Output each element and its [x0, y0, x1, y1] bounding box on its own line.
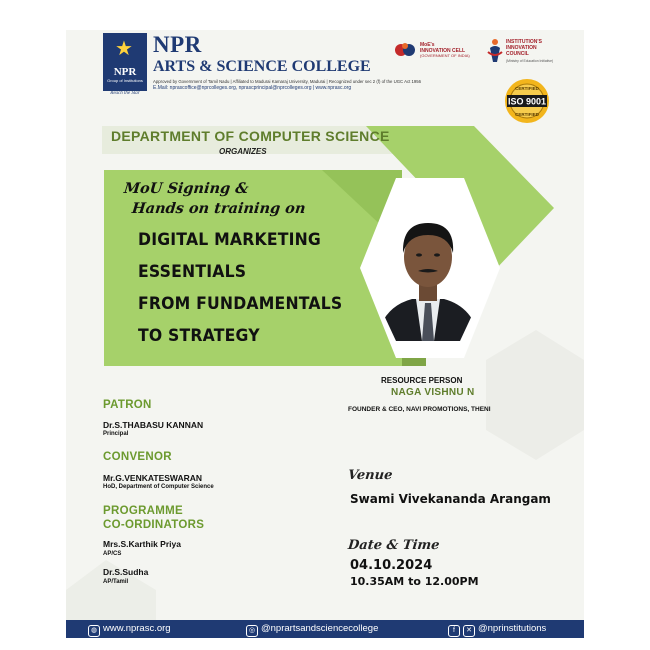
coordinators-label-line1: PROGRAMME	[103, 505, 184, 517]
iic-label	[506, 39, 566, 57]
brain-icon	[394, 40, 418, 60]
convenor-label: CONVENOR	[103, 451, 172, 463]
footer-social[interactable]	[448, 623, 546, 637]
footer-instagram-text: @nprartsandsciencecollege	[261, 623, 379, 634]
title-line4: TO STRATEGY	[138, 326, 260, 345]
iso-top-text: CERTIFIED	[515, 86, 539, 91]
department-name: DEPARTMENT OF COMPUTER SCIENCE	[111, 128, 390, 144]
patron-name: Dr.S.THABASU KANNAN	[103, 420, 204, 430]
iso-certified-badge	[504, 78, 550, 124]
star-icon: ★	[115, 38, 133, 60]
event-date: 04.10.2024	[350, 558, 433, 573]
college-logo	[103, 33, 147, 91]
footer-website-text: www.nprasc.org	[103, 623, 171, 634]
footer-website[interactable]	[88, 623, 171, 637]
coordinators-label-line2: CO-ORDINATORS	[103, 519, 205, 531]
college-approval: Approved by Government of Tamil Nadu | Affiliated to Madurai Kamaraj University, Madurai | Recognized under sec 2 (f) of the UGC Act 1956	[153, 79, 422, 84]
instagram-icon: ◎	[246, 625, 258, 637]
logo-text: NPR	[113, 66, 137, 78]
organizes-label: ORGANIZES	[219, 147, 267, 156]
footer-social-text: @nprinstitutions	[478, 623, 547, 634]
event-time: 10.35AM to 12.00PM	[350, 575, 479, 588]
title-script-line1: MoU Signing &	[123, 180, 250, 197]
resource-person-photo	[362, 195, 494, 341]
coordinator-name: Dr.S.Sudha	[103, 567, 149, 577]
footer-instagram[interactable]	[246, 623, 378, 637]
venue-value: Swami Vivekananda Arangam	[350, 492, 551, 506]
resource-person-label: RESOURCE PERSON	[381, 376, 463, 385]
iso-text: ISO 9001	[507, 96, 547, 107]
datetime-label: Date & Time	[347, 538, 441, 553]
convenor-title: HoD, Department of Computer Science	[103, 484, 214, 490]
event-poster	[66, 30, 584, 638]
venue-label: Venue	[347, 468, 394, 483]
iic-sub: (Ministry of Education Initiative)	[506, 59, 554, 63]
iic-line1: INSTITUTION'S	[506, 39, 542, 45]
college-tagline: Reach the Star	[110, 91, 140, 96]
innovation-cell-line2: INNOVATION CELL	[420, 48, 466, 54]
title-line2: ESSENTIALS	[138, 262, 247, 281]
iic-line2: INNOVATION	[506, 45, 537, 51]
patron-label: PATRON	[103, 399, 152, 411]
innovation-cell-sub: (GOVERNMENT OF INDIA)	[420, 53, 470, 58]
resource-person-role: FOUNDER & CEO, NAVI PROMOTIONS, THENI	[348, 406, 491, 413]
college-name-line2: ARTS & SCIENCE COLLEGE	[153, 58, 371, 75]
title-script-line2: Hands on training on	[131, 200, 307, 217]
title-line1: DIGITAL MARKETING	[138, 230, 321, 249]
footer-bar	[66, 620, 584, 638]
coordinator-title: AP/Tamil	[103, 579, 129, 585]
iic-line3: COUNCIL	[506, 51, 529, 57]
coordinator-title: AP/CS	[103, 551, 122, 557]
resource-person-name: NAGA VISHNU N	[391, 387, 475, 398]
title-line3: FROM FUNDAMENTALS	[138, 294, 343, 313]
iso-bottom-text: CERTIFIED	[515, 112, 539, 117]
convenor-name: Mr.G.VENKATESWARAN	[103, 473, 203, 483]
innovation-cell-line1: MoE's	[420, 42, 435, 48]
logo-subtext: Group of Institutions	[107, 78, 143, 83]
x-icon: ✕	[463, 625, 475, 637]
college-emails: E.Mail: nprascoffice@nprcolleges.org, nprascprincipal@nprcolleges.org | www.nprasc.org	[153, 85, 352, 91]
globe-icon: ◍	[88, 625, 100, 637]
patron-title: Principal	[103, 431, 129, 437]
iic-logo-icon	[487, 38, 503, 64]
college-name-line1: NPR	[153, 32, 202, 57]
facebook-icon: f	[448, 625, 460, 637]
coordinator-name: Mrs.S.Karthik Priya	[103, 539, 181, 549]
